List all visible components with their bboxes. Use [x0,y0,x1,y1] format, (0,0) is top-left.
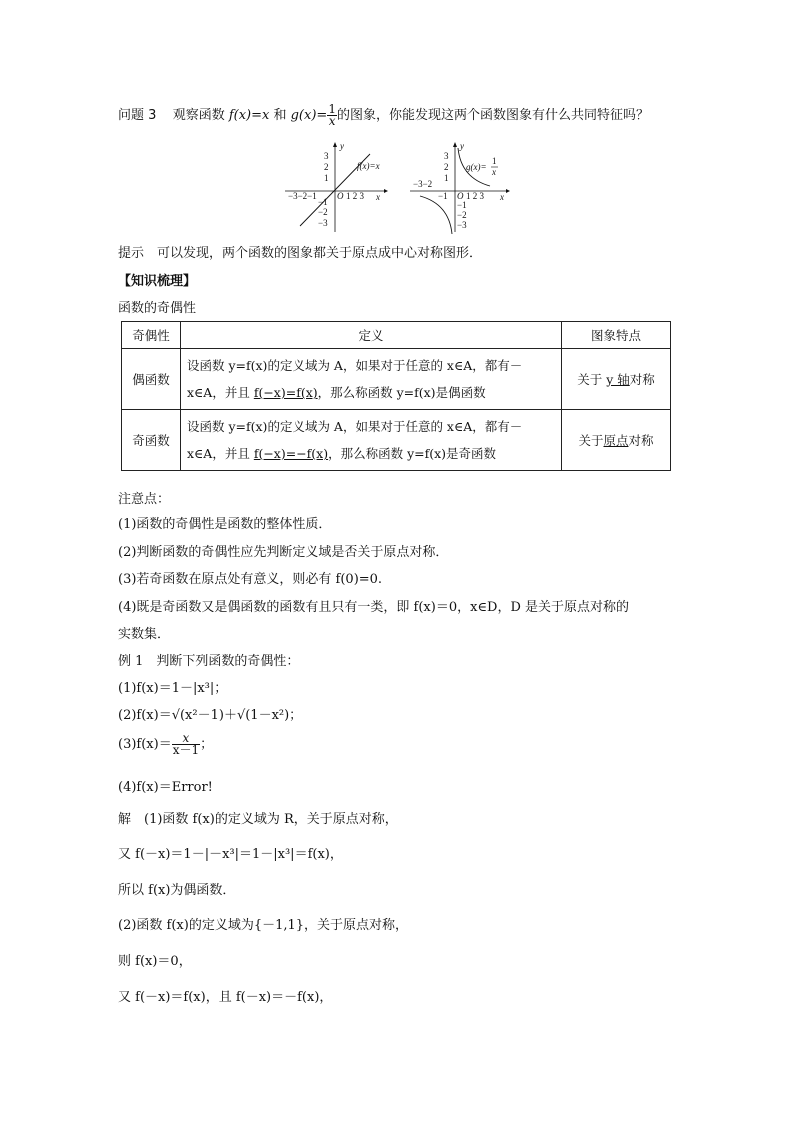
problem-fx: f(x)=x [228,108,270,123]
solution-1: 解 (1)函数 f(x)的定义域为 R，关于原点对称， [118,812,398,827]
function-graphs [280,142,520,234]
svg-text:O: O [337,191,344,201]
example-3: (3)f(x)＝ $\frac{x}{x-1}$ ； [118,731,214,757]
note-3: (3)若奇函数在原点处有意义，则必有 f(0)=0. [118,572,383,587]
notes-title: 注意点： [118,492,171,507]
example-2: (2)f(x)＝√(x²－1)＋√(1－x²)； [118,708,303,723]
svg-text:1: 1 [492,156,497,166]
section-title: 【知识梳理】 [118,274,197,289]
svg-text:3: 3 [444,151,449,161]
right-curve-label: g(x)= [466,162,487,172]
svg-text:−1: −1 [318,197,328,207]
example-4: (4)f(x)＝Error! [118,780,213,795]
svg-text:−1: −1 [457,200,467,210]
svg-text:−2: −2 [457,210,467,220]
problem-text-a: 观察函数 [172,108,229,123]
svg-text:x: x [492,167,496,177]
table-header: 定义 [181,322,562,349]
note-4a: (4)既是奇函数又是偶函数的函数有且只有一类，即 f(x)＝0，x∈D，D 是关于原点对称的 [118,600,630,615]
right-x-label: x [500,192,504,202]
solution-6: 又 f(－x)＝f(x)，且 f(－x)＝－f(x)， [118,990,333,1005]
svg-text:1 2 3: 1 2 3 [466,191,484,201]
problem-text-c: 的图象，你能发现这两个函数图象有什么共同特征吗？ [336,108,649,123]
svg-text:1 2 3: 1 2 3 [346,191,364,201]
hint-text: 提示 可以发现，两个函数的图象都关于原点成中心对称图形． [118,246,483,261]
odd-name: 奇函数 [122,410,181,471]
graph-fx [285,142,388,232]
solution-3: 所以 f(x)为偶函数． [118,883,236,898]
note-2: (2)判断函数的奇偶性应先判断定义域是否关于原点对称． [118,545,449,560]
note-4b: 实数集． [118,627,171,642]
svg-text:1: 1 [444,173,449,183]
svg-text:−3−2−1: −3−2−1 [288,191,317,201]
svg-text:−2: −2 [318,207,328,217]
svg-text:−3: −3 [318,218,328,228]
left-y-label: y [340,142,344,151]
table-header: 奇偶性 [122,322,181,349]
even-name: 偶函数 [122,349,181,410]
even-feature: 关于 y 轴对称 [562,349,671,410]
topic-title: 函数的奇偶性 [118,301,197,316]
svg-text:−3: −3 [457,220,467,230]
problem-text-b: 和 [269,108,291,123]
right-y-label: y [460,142,464,151]
note-1: (1)函数的奇偶性是函数的整体性质． [118,517,332,532]
solution-4: (2)函数 f(x)的定义域为{－1,1}，关于原点对称， [118,918,409,933]
solution-2: 又 f(－x)＝1－|－x³|＝1－|x³|＝f(x)， [118,847,343,862]
svg-text:2: 2 [444,162,449,172]
problem-label: 问题 3 [118,108,157,123]
left-x-label: x [376,192,380,202]
svg-text:−3−2: −3−2 [413,179,433,189]
problem-gx: g(x)= [290,108,328,123]
curve-gx-negative [420,196,452,234]
left-curve-label: f(x)=x [357,161,380,171]
table-header: 图象特点 [562,322,671,349]
even-definition: 设函数 y=f(x)的定义域为 A，如果对于任意的 x∈A，都有－ x∈A，并且 f(−x)=f(x)，那么称函数 y=f(x)是偶函数 [181,349,562,410]
svg-text:O: O [457,191,464,201]
svg-text:1: 1 [324,173,329,183]
problem-3-line [118,104,649,127]
example-1: (1)f(x)＝1－|x³|； [118,681,228,696]
table-row-odd [122,410,671,471]
problem-fraction: $\frac{1}{x}$ [328,102,336,128]
solution-5: 则 f(x)＝0， [118,954,192,969]
graph-gx [410,142,510,234]
svg-text:3: 3 [324,151,329,161]
odd-feature: 关于原点对称 [562,410,671,471]
example-title: 例 1 判断下列函数的奇偶性： [118,654,300,669]
parity-table [121,321,671,471]
odd-definition: 设函数 y=f(x)的定义域为 A，如果对于任意的 x∈A，都有－ x∈A，并且 f(−x)=−f(x)，那么称函数 y=f(x)是奇函数 [181,410,562,471]
svg-text:−1: −1 [438,191,448,201]
graphs-svg [280,142,520,234]
svg-text:2: 2 [324,162,329,172]
table-header-row [122,322,671,349]
table-row-even [122,349,671,410]
